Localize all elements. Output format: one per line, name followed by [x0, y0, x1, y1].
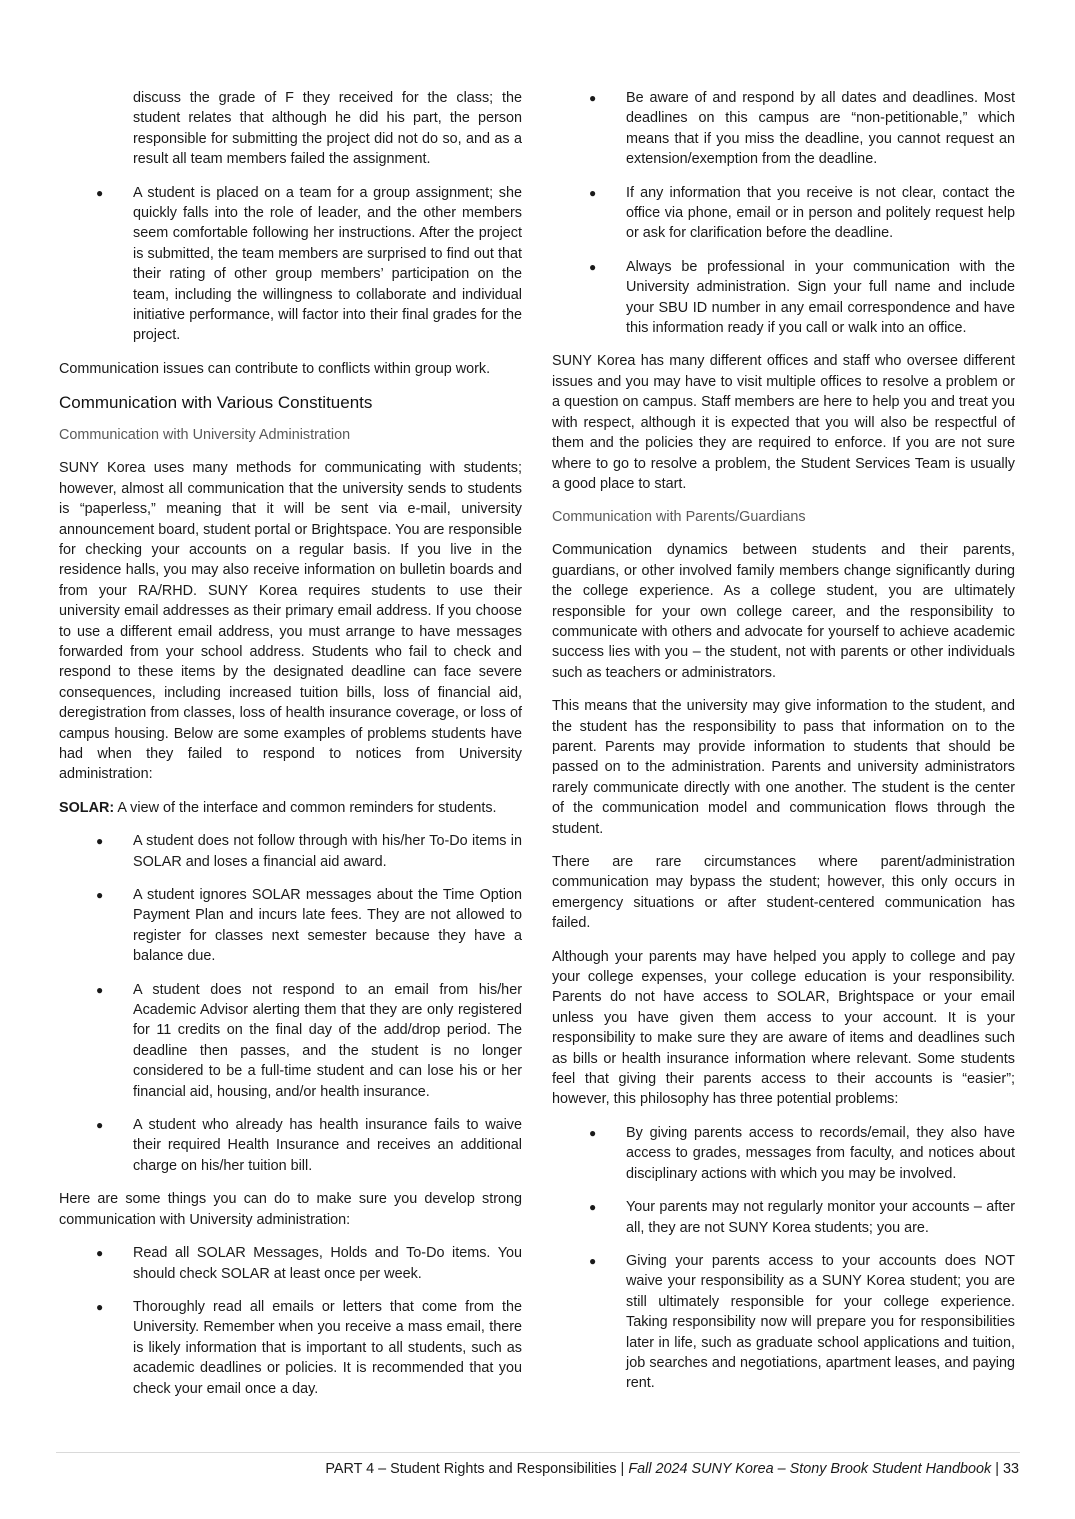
left-column: [59, 88, 522, 1412]
intro-paragraph: SUNY Korea uses many methods for communicating with students; however, almost all communication that the university sends to students is “paperless,” meaning that it will be sent via e-mail, university announcement board, student portal or Brightspace. You are responsible for checking your accounts on a regular basis. If you live in the residence halls, you may also receive information on bulletin boards and from your RA/RHD. SUNY Korea requires students to use their university email addresses as their primary email address. If you choose to use a different email address, you must arrange to have messages forwarded from your school address. Students who fail to check and respond to these items by the designated deadline can face severe consequences, including increased tuition bills, loss of financial aid, deregistration from classes, loss of health insurance coverage, or loss of campus housing. Below are some examples of problems students have had when they failed to respond to notices from University administration:: [59, 460, 522, 783]
bullet-icon: ●: [589, 1253, 597, 1268]
tip-item: ● Thoroughly read all emails or letters that come from the University. Remember when you receive a mass email, there is likely information that is important to all students, such as academic deadlines or policies. It is recommended that you check your email once a day.: [96, 1298, 522, 1397]
problem-example: ● A student who already has health insurance fails to waive their required Health Insurance and receives an additional charge on his/her tuition bill.: [96, 1117, 522, 1174]
parents-paragraph: Communication dynamics between students and their parents, guardians, or other involved family members change significantly during the college experience. As a college student, you are ultimately responsible for your own college career, and the responsibility to communicate with others and advocate for yourself to achieve academic success lies with you – the student, not with parents or other individuals such as teachers or administrators.: [552, 542, 1015, 681]
subheading-university-administration: Communication with University Administration: [59, 427, 351, 444]
bullet-icon: ●: [96, 1118, 104, 1133]
page-footer: PART 4 – Student Rights and Responsibilities | Fall 2024 SUNY Korea – Stony Brook Student Handbook | 33: [325, 1461, 1019, 1477]
tip-item: ● Read all SOLAR Messages, Holds and To-Do items. You should check SOLAR at least once per week.: [96, 1245, 522, 1282]
problem-example: ● A student does not follow through with his/her To-Do items in SOLAR and loses a financial aid award.: [96, 833, 522, 870]
page-number: 33: [1002, 1461, 1019, 1477]
footer-handbook-title: Fall 2024 SUNY Korea – Stony Brook Student Handbook: [628, 1461, 992, 1477]
bullet-item-continued: discuss the grade of F they received for the class; the student relates that although he did his part, the person responsible for submitting the project did not do so, and as a result all team members failed the assignment.: [133, 90, 522, 168]
tips-intro: Here are some things you can do to make sure you develop strong communication with University administration:: [59, 1191, 522, 1228]
footer-section: PART 4 – Student Rights and Responsibilities: [325, 1461, 617, 1477]
bullet-icon: ●: [96, 834, 104, 849]
parents-paragraph: Although your parents may have helped you apply to college and pay your college expenses, your college education is your responsibility. Parents do not have access to SOLAR, Brightspace or your email unless you have given them access to your account. It is your responsibility to make sure they are aware of items and deadlines such as bills or health insurance information where relevant. Some students feel that giving their parents access to their accounts is “easier”; however, this philosophy has three potential problems:: [552, 948, 1015, 1108]
parents-paragraph: This means that the university may give information to the student, and the student has the responsibility to pass that information on to the parent. Parents may provide information to students that should be passed on to the administration. Parents and university administrators rarely communicate directly with one another. The student is the center of the communication model and communication flows through the student.: [552, 698, 1015, 837]
offices-paragraph: SUNY Korea has many different offices and staff who oversee different issues and you may have to visit multiple offices to resolve a problem or a question on campus. Staff members are here to help you and treat you with respect, although it is expected that you will also be respectful of them and the policies they are required to enforce. If you are not sure where to go to resolve a problem, the Student Services Team is usually a good place to start.: [552, 353, 1015, 492]
bullet-icon: ●: [589, 259, 597, 274]
section-heading: Communication with Various Constituents: [59, 393, 373, 413]
problem-example: ● A student does not respond to an email from his/her Academic Advisor alerting them that they are only registered for 11 credits on the final day of the add/drop period. The deadline then passes, and the student is no longer considered to be a full-time student and can lose his or her financial aid, housing, and/or health insurance.: [96, 981, 522, 1100]
bullet-icon: ●: [96, 185, 104, 200]
footer-divider: [56, 1452, 1020, 1453]
bullet-icon: ●: [589, 1200, 597, 1215]
subheading-parents-guardians: Communication with Parents/Guardians: [552, 509, 806, 526]
solar-label: SOLAR:: [59, 799, 115, 816]
solar-caption: SOLAR: A view of the interface and common reminders for students.: [59, 799, 497, 816]
bullet-icon: ●: [96, 888, 104, 902]
problem-item: ● Giving your parents access to your accounts does NOT waive your responsibility as a SUNY Korea student; you are still ultimately responsible for your college experience. Taking responsibility now will prepare you for responsibilities later in life, such as graduate school applications and tuition, job searches and negotiations, apartment leases, and paying rent.: [589, 1252, 1015, 1392]
problem-item: ● Your parents may not regularly monitor your accounts – after all, they are not SUNY Korea students; you are.: [589, 1199, 1015, 1236]
right-column: [552, 88, 1015, 1407]
bullet-item-group-assignment: ● A student is placed on a team for a group assignment; she quickly falls into the role of leader, and the other members seem comfortable following her instructions. After the project is submitted, the team members are surprised to find out that their rating of other group members’ participation on the team, including the willingness to collaborate and individual initiative performance, will factor into their final grades for the project.: [96, 184, 522, 344]
bullet-icon: ●: [589, 185, 597, 200]
tip-item: ● Be aware of and respond by all dates and deadlines. Most deadlines on this campus are “non-petitionable,” which means that if you miss the deadline, you cannot request an extension/exemption from the deadline.: [589, 90, 1015, 168]
problem-example: ● A student ignores SOLAR messages about the Time Option Payment Plan and incurs late fees. They are not allowed to register for classes next semester because they have a balance due.: [96, 887, 522, 965]
bullet-icon: ●: [589, 1125, 597, 1140]
bullet-icon: ●: [96, 1246, 104, 1261]
parents-paragraph: There are rare circumstances where parent/administration communication may bypass the student; however, this only occurs in emergency situations or after student-centered communication has failed.: [552, 854, 1015, 932]
bullet-icon: ●: [96, 982, 104, 997]
bullet-icon: ●: [96, 1299, 104, 1314]
problem-item: ● By giving parents access to records/email, they also have access to grades, messages from faculty, and notices about disciplinary actions with which you may be involved.: [589, 1124, 1015, 1182]
group-summary: Communication issues can contribute to conflicts within group work.: [59, 360, 491, 377]
bullet-icon: ●: [589, 91, 597, 105]
tip-item: ● If any information that you receive is not clear, contact the office via phone, email or in person and politely request help or ask for clarification before the deadline.: [589, 184, 1015, 242]
tip-item: ● Always be professional in your communication with the University administration. Sign your full name and include your SBU ID number in any email correspondence and have this information ready if you call or walk into an office.: [589, 258, 1015, 337]
